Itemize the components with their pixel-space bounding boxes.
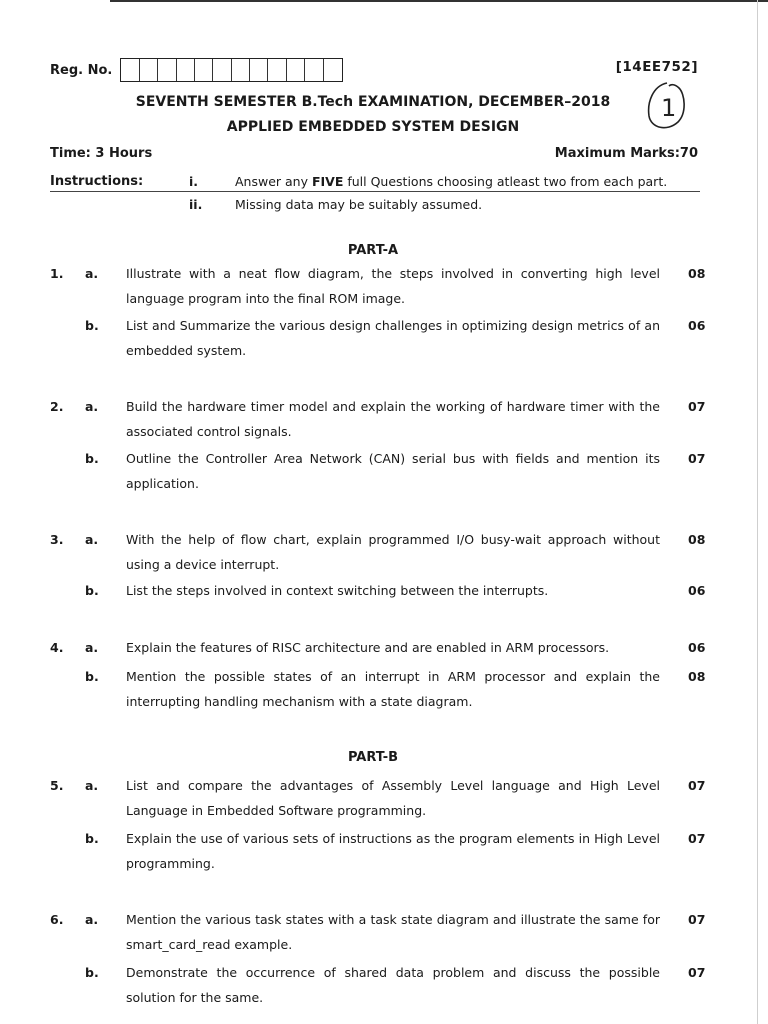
question-text: Explain the features of RISC architecture and are enabled in ARM processors. xyxy=(126,640,610,655)
marks: 06 xyxy=(688,318,706,333)
sub-label: a. xyxy=(85,778,99,793)
right-edge-line xyxy=(757,0,758,1024)
exam-title: SEVENTH SEMESTER B.Tech EXAMINATION, DECEMBER–2018 xyxy=(135,94,611,110)
reg-digit-box[interactable] xyxy=(268,59,286,81)
marks: 06 xyxy=(688,583,706,598)
question-text: List and compare the advantages of Assembly Level language and High Level Language in Embedded Software programming. xyxy=(126,778,660,818)
sub-label: a. xyxy=(85,532,99,547)
max-marks: Maximum Marks:70 xyxy=(554,146,698,161)
reg-digit-box[interactable] xyxy=(140,59,158,81)
instruction-number: i. xyxy=(189,174,199,189)
question-number: 3. xyxy=(50,532,64,547)
reg-digit-box[interactable] xyxy=(158,59,176,81)
subject-title: APPLIED EMBEDDED SYSTEM DESIGN xyxy=(226,119,520,135)
question-text: Illustrate with a neat flow diagram, the steps involved in converting high level language program into the final ROM image. xyxy=(126,266,660,306)
question-number: 1. xyxy=(50,266,64,281)
reg-label: Reg. No. xyxy=(50,62,113,78)
question-text: Mention the various task states with a task state diagram and illustrate the same for smart_card_read example. xyxy=(126,912,660,952)
reg-number-field xyxy=(50,58,343,82)
marks: 06 xyxy=(688,640,706,655)
question-text: List the steps involved in context switching between the interrupts. xyxy=(126,583,549,598)
sub-label: b. xyxy=(85,669,99,684)
sub-label: b. xyxy=(85,318,99,333)
instructions-label: Instructions: xyxy=(50,174,144,189)
reg-digit-box[interactable] xyxy=(213,59,231,81)
marks: 08 xyxy=(688,669,706,684)
question-text: Build the hardware timer model and explain the working of hardware timer with the associated control signals. xyxy=(126,399,660,439)
sub-label: a. xyxy=(85,640,99,655)
marks: 07 xyxy=(688,451,706,466)
reg-digit-box[interactable] xyxy=(121,59,139,81)
marks: 07 xyxy=(688,399,706,414)
sub-label: a. xyxy=(85,912,99,927)
question-number: 5. xyxy=(50,778,64,793)
top-edge-line xyxy=(110,0,768,2)
instruction-text: Answer any FIVE full Questions choosing atleast two from each part. xyxy=(235,174,668,189)
question-number: 2. xyxy=(50,399,64,414)
question-text: Mention the possible states of an interrupt in ARM processor and explain the interrupting handling mechanism with a state diagram. xyxy=(126,669,660,709)
sub-label: a. xyxy=(85,266,99,281)
instructions-underline xyxy=(50,191,700,192)
part-heading: PART-A xyxy=(347,243,399,258)
exam-time: Time: 3 Hours xyxy=(50,146,153,161)
marks: 08 xyxy=(688,266,706,281)
reg-digit-box[interactable] xyxy=(250,59,268,81)
handwritten-mark: 1 xyxy=(661,94,677,122)
reg-digit-box[interactable] xyxy=(324,59,342,81)
reg-digit-box[interactable] xyxy=(195,59,213,81)
marks: 07 xyxy=(688,831,706,846)
marks: 07 xyxy=(688,778,706,793)
marks: 07 xyxy=(688,912,706,927)
sub-label: b. xyxy=(85,583,99,598)
question-text: Outline the Controller Area Network (CAN) serial bus with fields and mention its application. xyxy=(126,451,660,491)
reg-number-boxes[interactable] xyxy=(120,58,343,82)
marks: 08 xyxy=(688,532,706,547)
sub-label: b. xyxy=(85,831,99,846)
paper-code: [14EE752] xyxy=(615,59,698,75)
question-number: 6. xyxy=(50,912,64,927)
sub-label: a. xyxy=(85,399,99,414)
question-text: With the help of flow chart, explain programmed I/O busy-wait approach without using a device interrupt. xyxy=(126,532,660,572)
marks: 07 xyxy=(688,965,706,980)
instruction-text: Missing data may be suitably assumed. xyxy=(235,197,483,212)
emphasis-text: FIVE xyxy=(311,174,344,189)
part-heading: PART-B xyxy=(347,750,399,765)
question-text: Explain the use of various sets of instructions as the program elements in High Level programming. xyxy=(126,831,660,871)
reg-digit-box[interactable] xyxy=(287,59,305,81)
reg-digit-box[interactable] xyxy=(305,59,323,81)
instruction-number: ii. xyxy=(189,197,203,212)
question-text: List and Summarize the various design challenges in optimizing design metrics of an embedded system. xyxy=(126,318,660,358)
reg-digit-box[interactable] xyxy=(232,59,250,81)
reg-digit-box[interactable] xyxy=(177,59,195,81)
question-text: Demonstrate the occurrence of shared data problem and discuss the possible solution for the same. xyxy=(126,965,660,1005)
sub-label: b. xyxy=(85,451,99,466)
sub-label: b. xyxy=(85,965,99,980)
question-number: 4. xyxy=(50,640,64,655)
